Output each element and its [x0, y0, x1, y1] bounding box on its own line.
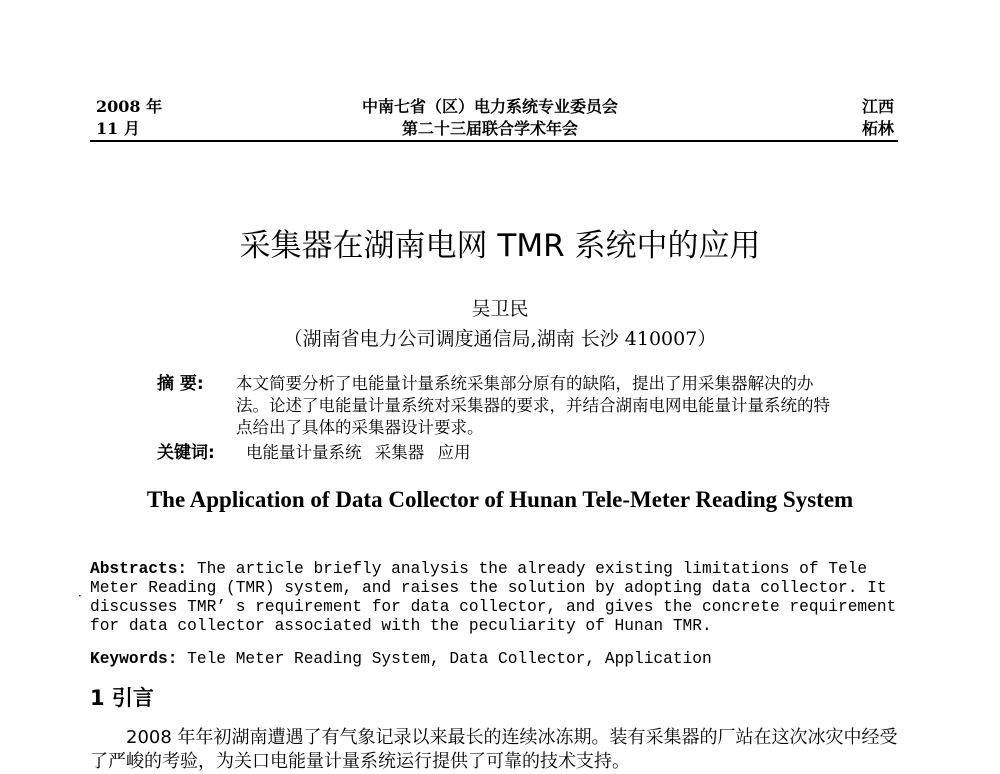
section-heading: 1 引言: [90, 686, 154, 710]
keywords-en-text: Tele Meter Reading System, Data Collector, Application: [177, 650, 712, 668]
header-province: 江西: [861, 97, 894, 116]
header-location: [820, 96, 894, 140]
keywords-en: [90, 650, 898, 669]
header-conference: [300, 96, 680, 140]
abstract-cn-text: 本文简要分析了电能量计量系统采集部分原有的缺陷，提出了用采集器解决的办法。论述了电能量计量系统对采集器的要求，并结合湖南电网电能量计量系统的特点给出了具体的采集器设计要求。: [236, 374, 830, 437]
paper-title-en: The Application of Data Collector of Hunan Tele-Meter Reading System: [146, 487, 854, 512]
header-rule: [90, 140, 898, 142]
abstract-en-text: The article briefly analysis the already existing limitations of Tele Meter Reading (TMR) system, and raises the solution by adopting data collector. It discusses TMR’ s requirement for data collector, and gives the concrete requirement for data collector associated with the peculiarity of Hunan TMR.: [90, 560, 897, 635]
header-month: 11 月: [96, 119, 140, 138]
author-name: 吴卫民: [471, 298, 529, 320]
header-year: 2008 年: [96, 97, 163, 116]
abstract-en: [90, 560, 898, 636]
paper-title-cn: 采集器在湖南电网 TMR 系统中的应用: [239, 228, 761, 264]
author-affiliation: （湖南省电力公司调度通信局,湖南 长沙 410007）: [283, 328, 717, 350]
header-meeting: 第二十三届联合学术年会: [401, 119, 578, 138]
abstract-cn-label: 摘 要:: [157, 374, 204, 394]
keywords-cn-text: 电能量计量系统 采集器 应用: [246, 443, 471, 462]
margin-mark: ·: [78, 589, 82, 603]
header-city: 柘林: [861, 119, 894, 138]
header-date: [96, 96, 162, 140]
keywords-cn-label: 关键词:: [157, 443, 215, 463]
keywords-en-label: Keywords:: [90, 650, 178, 668]
abstract-en-label: Abstracts:: [90, 560, 188, 578]
header-committee: 中南七省（区）电力系统专业委员会: [361, 97, 618, 116]
section-body: 2008 年年初湖南遭遇了有气象记录以来最长的连续冰冻期。装有采集器的厂站在这次冰灾中经受了严峻的考验，为关口电能量计量系统运行提供了可靠的技术支持。: [90, 727, 898, 772]
